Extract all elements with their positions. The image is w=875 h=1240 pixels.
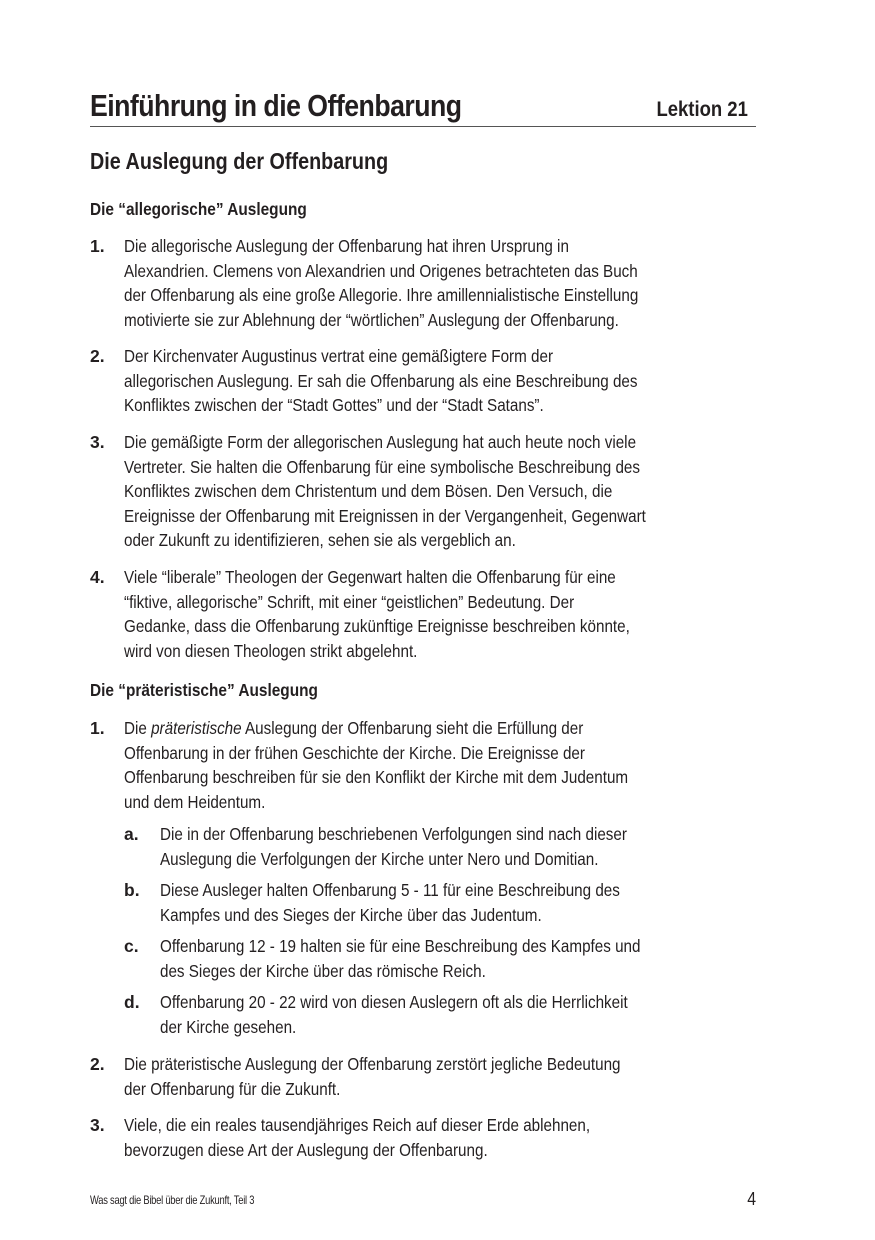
preterist-heading: Die “präteristische” Auslegung xyxy=(90,680,318,700)
item-text xyxy=(124,716,768,814)
item-text: Die in der Offenbarung beschriebenen Verfolgungen sind nach dieser Auslegung die Verfolgungen der Kirche unter Nero und Domitian. xyxy=(160,824,627,869)
text-segment: Die xyxy=(124,718,152,738)
lesson-label: Lektion 21 xyxy=(656,98,748,121)
section-title: Die Auslegung der Offenbarung xyxy=(90,148,389,174)
italic-term: präteristische xyxy=(151,718,242,738)
item-text: Offenbarung 20 - 22 wird von diesen Auslegern oft als die Herrlichkeit der Kirche gesehen. xyxy=(160,992,628,1037)
item-text: Viele, die ein reales tausendjähriges Reich auf dieser Erde ablehnen, bevorzugen diese Art der Auslegung der Offenbarung. xyxy=(124,1115,591,1160)
item-letter: c. xyxy=(124,936,139,956)
item-text: Die gemäßigte Form der allegorischen Auslegung hat auch heute noch viele Vertreter. Sie halten die Offenbarung für eine symbolische Beschreibung des Konfliktes zwischen dem Christentum und dem Bösen. Den Versuch, die Ereignisse der Offenbarung mit Ereignissen in der Vergangenheit, Gegenwart oder Zukunft zu identifizieren, sehen sie als vergeblich an. xyxy=(124,432,646,550)
item-letter: b. xyxy=(124,880,140,900)
page-number: 4 xyxy=(747,1189,756,1209)
item-number: 2. xyxy=(90,1054,105,1074)
item-number: 1. xyxy=(90,236,105,256)
item-text: Diese Ausleger halten Offenbarung 5 - 11 für eine Beschreibung des Kampfes und des Sieges der Kirche über das Judentum. xyxy=(160,880,620,925)
item-text: Viele “liberale” Theologen der Gegenwart halten die Offenbarung für eine “fiktive, allegorische” Schrift, mit einer “geistlichen” Bedeutung. Der Gedanke, dass die Offenbarung zukünftige Ereignisse beschreiben könnte, wird von diesen Theologen strikt abgelehnt. xyxy=(124,567,630,661)
item-text: Offenbarung 12 - 19 halten sie für eine Beschreibung des Kampfes und des Sieges der Kirche über das römische Reich. xyxy=(160,936,641,981)
page-title: Einführung in die Offenbarung xyxy=(90,88,462,123)
item-letter: a. xyxy=(124,824,139,844)
item-text: Die präteristische Auslegung der Offenbarung zerstört jegliche Bedeutung der Offenbarung für die Zukunft. xyxy=(124,1054,621,1099)
page-header xyxy=(90,88,756,127)
item-number: 1. xyxy=(90,718,105,738)
item-text: Die allegorische Auslegung der Offenbarung hat ihren Ursprung in Alexandrien. Clemens von Alexandrien und Origenes betrachteten das Buch der Offenbarung als eine große Allegorie. Ihre amillennialistische Einstellung motivierte sie zur Ablehnung der “wörtlichen” Auslegung der Offenbarung. xyxy=(124,236,639,330)
allegorical-heading: Die “allegorische” Auslegung xyxy=(90,199,307,219)
item-letter: d. xyxy=(124,992,140,1012)
footer-book-title: Was sagt die Bibel über die Zukunft, Teil 3 xyxy=(90,1193,255,1207)
text-segment: Auslegung der Offenbarung sieht die Erfüllung der Offenbarung in der frühen Geschichte der Kirche. Die Ereignisse der Offenbarung beschreiben für sie den Konflikt der Kirche mit dem Judentum und dem Heidentum. xyxy=(124,718,629,812)
item-number: 3. xyxy=(90,1115,105,1135)
item-text: Der Kirchenvater Augustinus vertrat eine gemäßigtere Form der allegorischen Auslegung. Er sah die Offenbarung als eine Beschreibung des Konfliktes zwischen der “Stadt Gottes” und der “Stadt Satans”. xyxy=(124,346,638,415)
item-number: 3. xyxy=(90,432,105,452)
item-number: 2. xyxy=(90,346,105,366)
item-number: 4. xyxy=(90,567,105,587)
